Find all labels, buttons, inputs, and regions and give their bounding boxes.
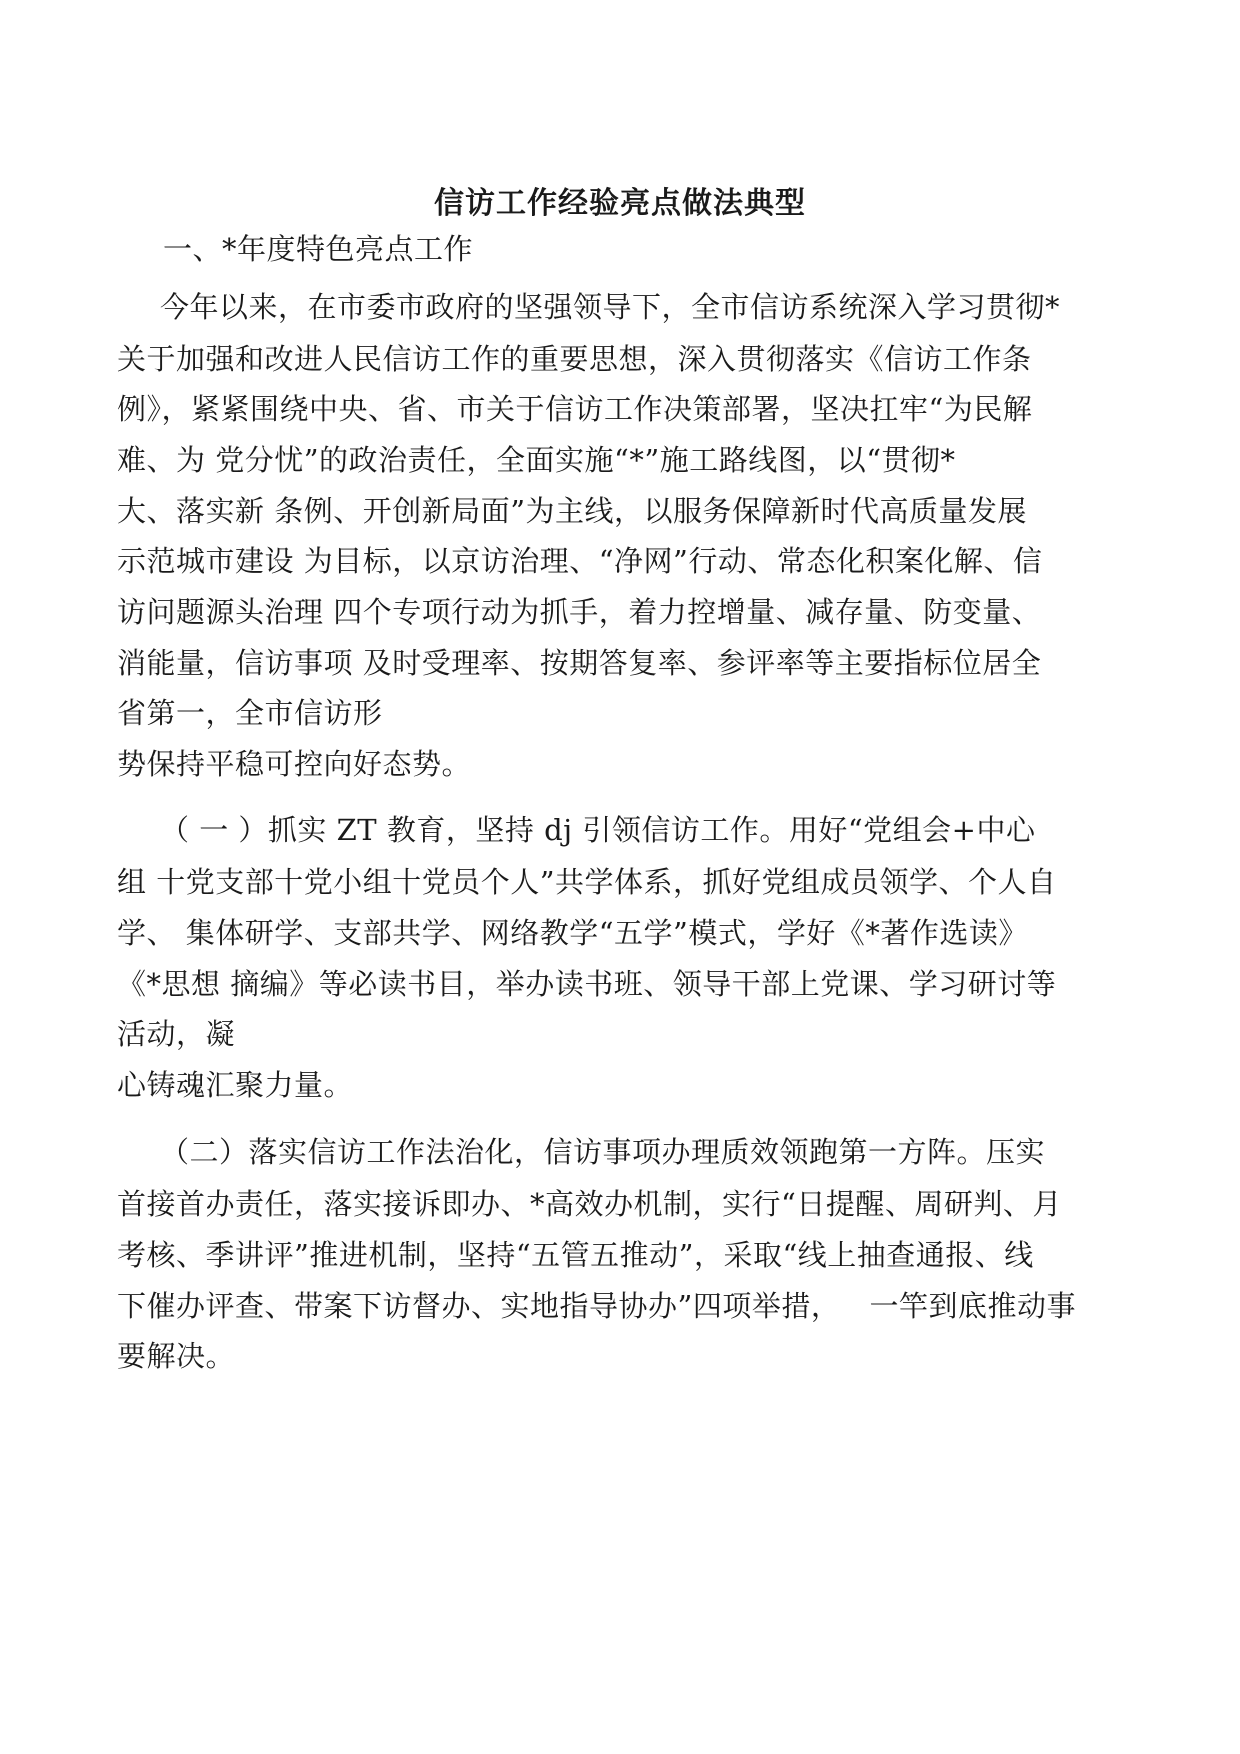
paragraph-line: 下催办评查、带案下访督办、实地指导协办”四项举措， 一竿到底推动事 <box>117 1289 1076 1323</box>
paragraph-line: 今年以来，在市委市政府的坚强领导下，全市信访系统深入学习贯彻* <box>160 290 1061 324</box>
paragraph-line: 省第一，全市信访形 <box>117 696 383 730</box>
paragraph-line: 学、 集体研学、支部共学、网络教学“五学”模式，学好《*著作选读》 <box>117 916 1028 950</box>
paragraph-line: 《*思想 摘编》等必读书目，举办读书班、领导干部上党课、学习研讨等 <box>117 967 1057 1001</box>
paragraph-line: 心铸魂汇聚力量。 <box>117 1068 354 1102</box>
paragraph-line: 难、为 党分忧”的政治责任，全面实施“*”施工路线图，以“贯彻* <box>117 443 956 477</box>
section-heading: 一、*年度特色亮点工作 <box>163 232 474 266</box>
paragraph-line: 势保持平稳可控向好态势。 <box>117 747 472 781</box>
paragraph-line: 示范城市建设 为目标，以京访治理、“净网”行动、常态化积案化解、信 <box>117 544 1043 578</box>
document-title: 信访工作经验亮点做法典型 <box>434 186 806 221</box>
paragraph-line: 组 十党支部十党小组十党员个人”共学体系，抓好党组成员领学、个人自 <box>117 865 1057 899</box>
paragraph-line: 要解决。 <box>117 1339 236 1373</box>
paragraph-line: 首接首办责任，落实接诉即办、*高效办机制，实行“日提醒、周研判、月 <box>117 1187 1062 1221</box>
paragraph-line: 例》，紧紧围绕中央、省、市关于信访工作决策部署，坚决扛牢“为民解 <box>117 392 1033 426</box>
paragraph-line: 考核、季讲评”推进机制，坚持“五管五推动”，采取“线上抽查通报、线 <box>117 1238 1034 1272</box>
paragraph-line: 访问题源头治理 四个专项行动为抓手，着力控增量、减存量、防变量、 <box>117 595 1042 629</box>
paragraph-line: （二）落实信访工作法治化，信访事项办理质效领跑第一方阵。压实 <box>160 1135 1046 1169</box>
paragraph-line: 关于加强和改进人民信访工作的重要思想，深入贯彻落实《信访工作条 <box>117 342 1032 376</box>
paragraph-line: 大、落实新 条例、开创新局面”为主线，以服务保障新时代高质量发展 <box>117 494 1028 528</box>
paragraph-line: 消能量，信访事项 及时受理率、按期答复率、参评率等主要指标位居全 <box>117 646 1042 680</box>
paragraph-line: （ 一 ）抓实 ZT 教育，坚持 dj 引领信访工作。用好“党组会+中心 <box>160 813 1036 847</box>
paragraph-line: 活动，凝 <box>117 1017 236 1051</box>
